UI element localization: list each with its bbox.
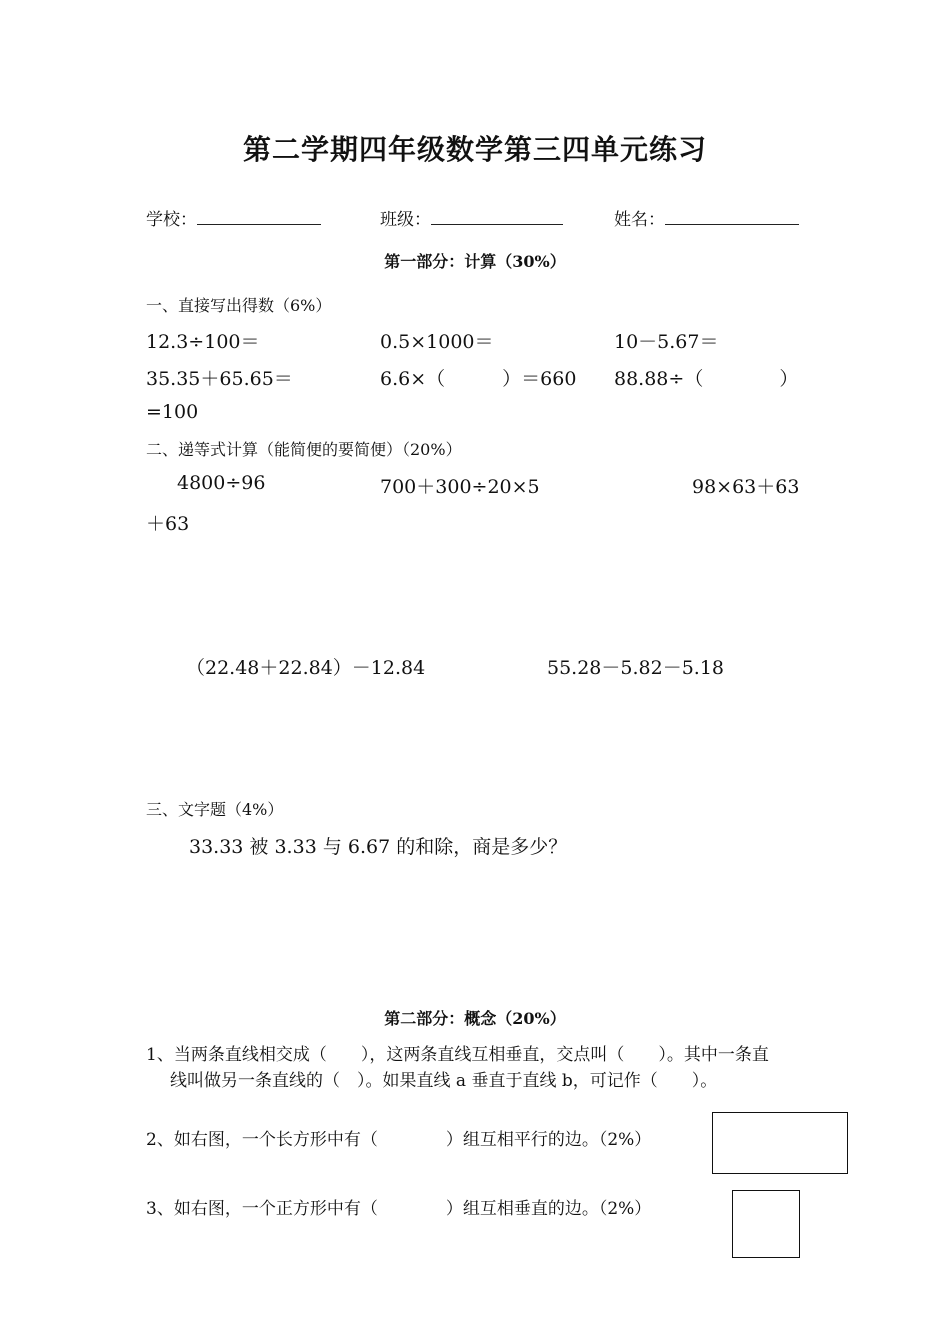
concept-q1-line1: 1、当两条直线相交成（ ），这两条直线互相垂直，交点叫（ ）。其中一条直 [146,1045,769,1065]
calc-item-continuation: =100 [146,401,199,423]
sec2-heading: 二、递等式计算（能简便的要简便）（20%） [146,440,462,459]
name-blank [665,210,799,225]
calc-item: 0.5×1000＝ [380,331,494,353]
school-field [146,205,321,230]
part1-heading: 第一部分：计算（30%） [384,252,566,271]
calc-item: 35.35＋65.65＝ [146,368,293,390]
rectangle-figure [712,1112,848,1174]
class-label: 班级： [380,210,431,230]
calc-item: 12.3÷100＝ [146,331,260,353]
school-blank [197,210,321,225]
concept-q1-line2: 线叫做另一条直线的（ ）。如果直线 a 垂直于直线 b，可记作（ ）。 [170,1071,718,1091]
calc-item: 88.88÷（ ） [614,368,799,390]
school-label: 学校： [146,210,197,230]
concept-q2: 2、如右图，一个长方形中有（ ）组互相平行的边。（2%） [146,1130,652,1150]
calc-item: 700＋300÷20×5 [380,476,540,498]
calc-item: 98×63＋63 [692,476,800,498]
word-problem: 33.33 被 3.33 与 6.67 的和除，商是多少？ [189,836,568,858]
sec1-heading: 一、直接写出得数（6%） [146,296,332,315]
calc-item-continuation: ＋63 [146,513,190,535]
calc-item: 6.6×（ ）＝660 [380,368,577,390]
square-figure [732,1190,800,1258]
calc-item: （22.48＋22.84）－12.84 [186,657,426,679]
calc-item: 4800÷96 [177,472,266,494]
page-title: 第二学期四年级数学第三四单元练习 [242,133,707,166]
name-field [614,205,799,230]
sec3-heading: 三、文字题（4%） [146,800,284,819]
part2-heading: 第二部分：概念（20%） [384,1009,566,1028]
calc-item: 55.28－5.82－5.18 [547,657,725,679]
name-label: 姓名： [614,210,665,230]
class-blank [431,210,563,225]
class-field [380,205,563,230]
calc-item: 10－5.67＝ [614,331,719,353]
concept-q3: 3、如右图，一个正方形中有（ ）组互相垂直的边。（2%） [146,1199,652,1219]
